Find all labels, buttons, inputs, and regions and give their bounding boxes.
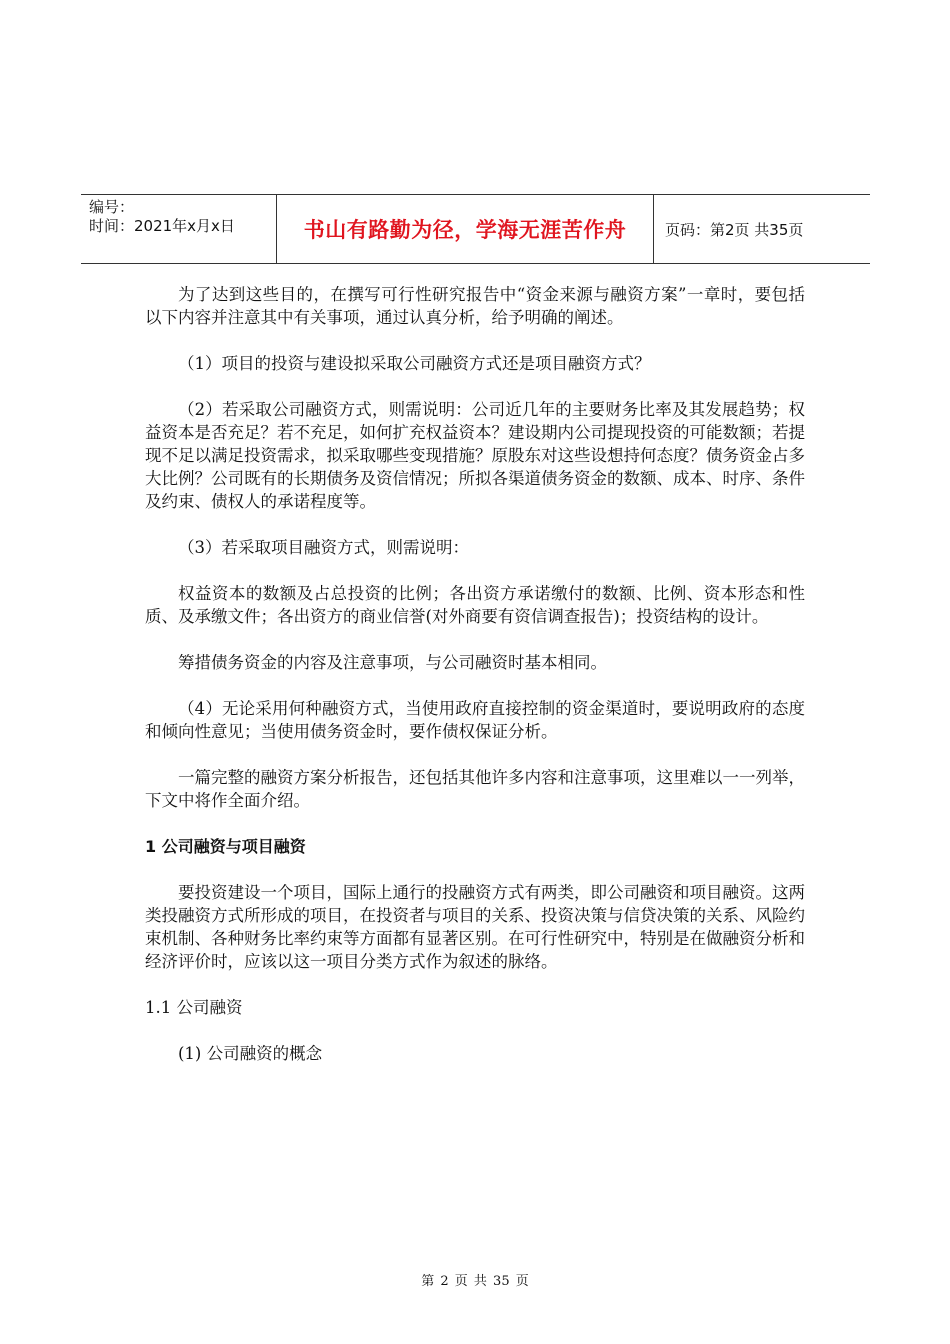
time-label: 时间：2021年x月x日 (89, 217, 235, 235)
header-meta (81, 195, 277, 263)
number-label: 编号： (89, 198, 135, 216)
paragraph: （2）若采取公司融资方式，则需说明：公司近几年的主要财务比率及其发展趋势；权益资本是否充足？若不充足，如何扩充权益资本？建设期内公司提现投资的可能数额；若提现不足以满足投资需求，拟采取哪些变现措施？原股东对这些设想持何态度？债务资金占多大比例？公司既有的长期债务及资信情况；所拟各渠道债务资金的数额、成本、时序、条件及约束、债权人的承诺程度等。 (145, 400, 805, 511)
header-motto: 书山有路勤为径，学海无涯苦作舟 (277, 195, 654, 263)
paragraph: （4）无论采用何种融资方式，当使用政府直接控制的资金渠道时，要说明政府的态度和倾向性意见；当使用债务资金时，要作债权保证分析。 (145, 699, 805, 741)
paragraph: （1）项目的投资与建设拟采取公司融资方式还是项目融资方式？ (178, 354, 651, 373)
paragraph: 为了达到这些目的，在撰写可行性研究报告中“资金来源与融资方案”一章时，要包括以下内容并注意其中有关事项，通过认真分析，给予明确的阐述。 (145, 285, 805, 327)
header-page-info (663, 195, 870, 263)
paragraph: 一篇完整的融资方案分析报告，还包括其他许多内容和注意事项，这里难以一一列举，下文中将作全面介绍。 (145, 768, 805, 810)
subsection-heading: 1.1 公司融资 (145, 998, 243, 1017)
page-info-text: 页码：第2页 共35页 (665, 220, 804, 239)
paragraph: 权益资本的数额及占总投资的比例；各出资方承诺缴付的数额、比例、资本形态和性质、及承缴文件；各出资方的商业信誉(对外商要有资信调查报告)；投资结构的设计。 (145, 584, 805, 626)
page-header (81, 194, 870, 264)
sub-subsection-heading: (1) 公司融资的概念 (178, 1044, 323, 1063)
document-body (145, 283, 805, 1088)
paragraph: 要投资建设一个项目，国际上通行的投融资方式有两类，即公司融资和项目融资。这两类投融资方式所形成的项目，在投资者与项目的关系、投资决策与信贷决策的关系、风险约束机制、各种财务比率约束等方面都有显著区别。在可行性研究中，特别是在做融资分析和经济评价时，应该以这一项目分类方式作为叙述的脉络。 (145, 883, 805, 971)
paragraph: 筹措债务资金的内容及注意事项，与公司融资时基本相同。 (178, 653, 607, 672)
page-footer: 第 2 页 共 35 页 (421, 1274, 529, 1289)
paragraph: （3）若采取项目融资方式，则需说明： (178, 538, 469, 557)
section-heading: 1 公司融资与项目融资 (145, 837, 306, 856)
